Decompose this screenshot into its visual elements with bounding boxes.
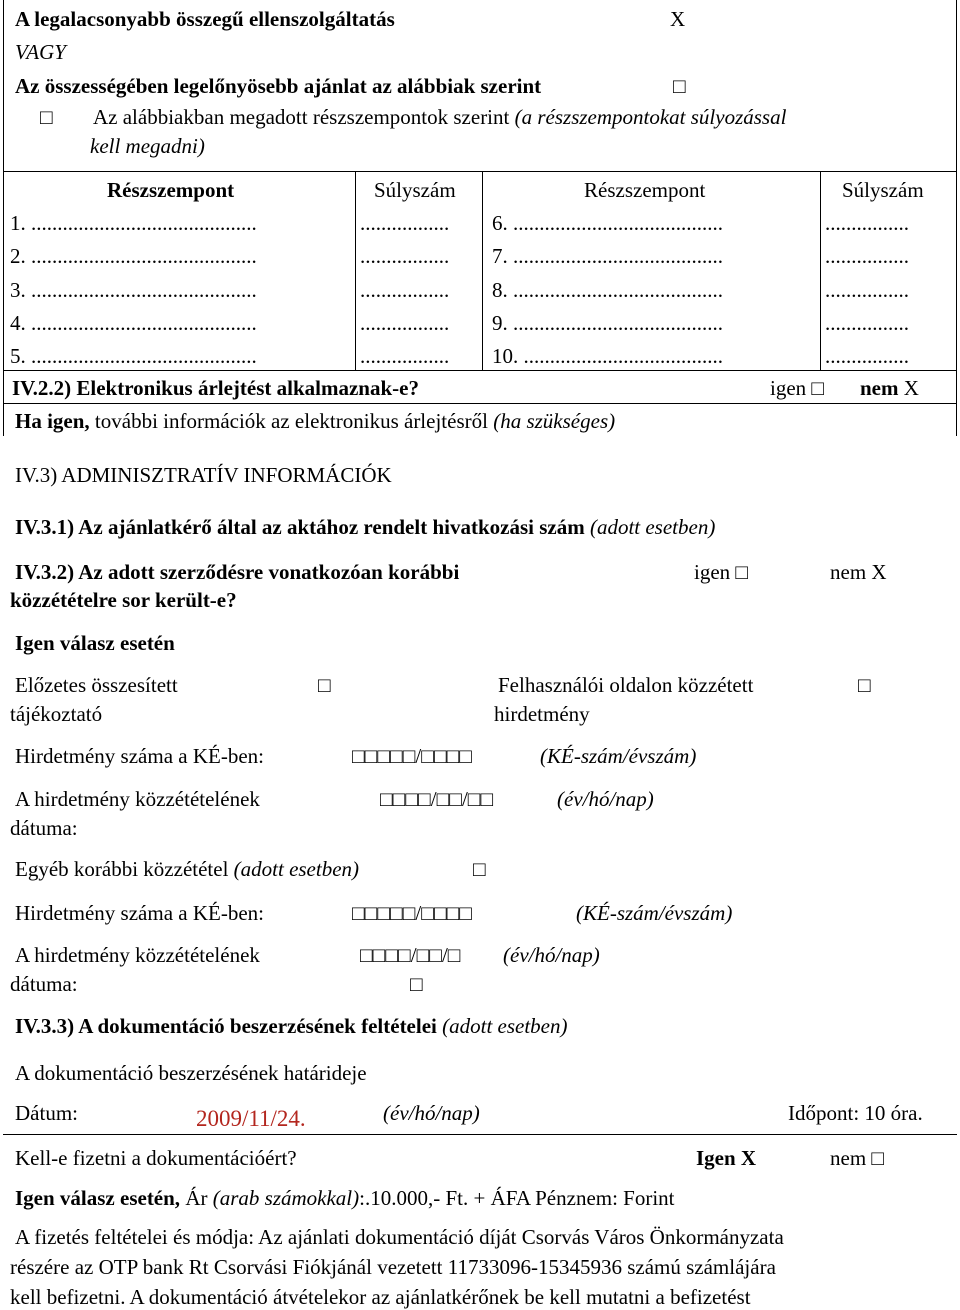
documentation-title-bold: IV.3.3) A dokumentáció beszerzésének feltételei (15, 1014, 437, 1038)
weight-row-5[interactable]: ................. (360, 344, 450, 368)
reference-number-row (15, 514, 715, 540)
prior-publication-q1: IV.3.2) Az adott szerződésre vonatkozóan korábbi (15, 560, 460, 584)
weight-row-2[interactable]: ................. (360, 244, 450, 268)
lowest-price-mark[interactable]: X (670, 7, 686, 31)
weight-row-1[interactable]: ................. (360, 211, 450, 235)
e-auction-nem-label: nem (860, 376, 899, 400)
weight-row-3[interactable]: ................. (360, 278, 450, 302)
kozzetetel-datum-boxes-2[interactable]: □□□□/□□/□ (360, 943, 461, 967)
rule-criteria-top (3, 171, 957, 172)
fizetes-line-1: A fizetés feltételei és módja: Az ajánlati dokumentáció díját Csorvás Város Önkormányzata (15, 1225, 784, 1249)
header-sulyszam-left: Súlyszám (374, 178, 456, 202)
hirdetmeny-szama-label-2: Hirdetmény száma a KÉ-ben: (15, 901, 264, 925)
kozzetetel-datum-boxes[interactable]: □□□□/□□/□□ (380, 787, 494, 811)
prior-publication-q2: közzétételre sor került-e? (10, 588, 237, 612)
criteria-row-8[interactable]: 8. ........................................ (492, 278, 723, 302)
award-criterion-lowest-price: A legalacsonyabb összegű ellenszolgáltatás (15, 7, 395, 31)
e-auction-igen[interactable]: igen □ (770, 376, 825, 400)
e-auction-info (15, 408, 615, 434)
ar-row (15, 1185, 675, 1211)
weight-row-6[interactable]: ................ (825, 211, 909, 235)
reference-number-label: IV.3.1) Az ajánlatkérő által az aktához rendelt hivatkozási szám (15, 515, 585, 539)
reference-number-note: (adott esetben) (589, 515, 716, 539)
kozzetetel-datum-hint: (év/hó/nap) (557, 787, 654, 811)
subcriteria-text: Az alábbiakban megadott részszempontok szerint (93, 105, 510, 129)
felhasznaloi-label-2: hirdetmény (494, 702, 590, 726)
criteria-row-2[interactable]: 2. ........................................... (10, 244, 257, 268)
e-auction-info-bold: Ha igen, (15, 409, 90, 433)
prior-publication-igen[interactable]: igen □ (694, 560, 749, 584)
kozzetetel-datum-label-3: A hirdetmény közzétételének (15, 943, 260, 967)
fizetni-question: Kell-e fizetni a dokumentációért? (15, 1146, 297, 1170)
kozzetetel-datum-hint-2: (év/hó/nap) (503, 943, 600, 967)
ar-note: (arab számokkal) (212, 1186, 360, 1210)
criteria-row-3[interactable]: 3. ........................................... (10, 278, 257, 302)
hirdetmeny-szama-boxes-2[interactable]: □□□□□/□□□□ (352, 901, 472, 925)
header-sulyszam-right: Súlyszám (842, 178, 924, 202)
criteria-row-4[interactable]: 4. ........................................... (10, 311, 257, 335)
fizetes-line-2: részére az OTP bank Rt Csorvási Fiókjánál vezetett 11733096-15345936 számú számlájára (10, 1255, 776, 1279)
kozzetetel-datum-extra-box[interactable]: □ (410, 972, 423, 996)
criteria-row-6[interactable]: 6. ........................................ (492, 211, 723, 235)
rule-datum (3, 1134, 957, 1135)
weight-row-9[interactable]: ................ (825, 311, 909, 335)
fizetes-line-3: kell befizetni. A dokumentáció átvételekor az ajánlatkérőnek be kell mutatni a befizetést (10, 1285, 751, 1309)
fizetni-nem[interactable]: nem □ (830, 1146, 885, 1170)
header-reszszempont-left: Részszempont (107, 178, 235, 202)
e-auction-nem[interactable] (860, 375, 919, 401)
section-title-admin: IV.3) ADMINISZTRATÍV INFORMÁCIÓK (15, 463, 392, 487)
e-auction-nem-mark: X (903, 376, 919, 400)
criteria-row-7[interactable]: 7. ........................................ (492, 244, 723, 268)
felhasznaloi-label-1: Felhasználói oldalon közzétett (498, 673, 754, 697)
egyeb-kozzetetel (15, 856, 359, 882)
egyeb-kozzetetel-note: (adott esetben) (233, 857, 360, 881)
rule-criteria-bottom (3, 370, 957, 371)
ar-value: :.10.000,- Ft. + ÁFA Pénznem: Forint (359, 1186, 675, 1210)
elozetes-label-2: tájékoztató (10, 702, 103, 726)
subcriteria-label (93, 104, 786, 130)
criteria-row-5[interactable]: 5. ........................................... (10, 344, 257, 368)
prior-publication-nem[interactable]: nem X (830, 560, 887, 584)
weight-row-10[interactable]: ................ (825, 344, 909, 368)
documentation-section-title (15, 1013, 568, 1039)
felhasznaloi-checkbox[interactable]: □ (858, 673, 871, 697)
egyeb-kozzetetel-text: Egyéb korábbi közzététel (15, 857, 229, 881)
hirdetmeny-szama-boxes[interactable]: □□□□□/□□□□ (352, 744, 472, 768)
weight-row-7[interactable]: ................ (825, 244, 909, 268)
weight-row-8[interactable]: ................ (825, 278, 909, 302)
subcriteria-checkbox[interactable]: □ (40, 105, 53, 129)
documentation-deadline-label: A dokumentáció beszerzésének határideje (15, 1061, 367, 1085)
kozzetetel-datum-label-1: A hirdetmény közzétételének (15, 787, 260, 811)
ar-bold: Igen válasz esetén, (15, 1186, 181, 1210)
weight-row-4[interactable]: ................. (360, 311, 450, 335)
elozetes-label-1: Előzetes összesített (15, 673, 178, 697)
hirdetmeny-szama-hint: (KÉ-szám/évszám) (540, 744, 697, 768)
datum-value[interactable]: 2009/11/24. (196, 1106, 306, 1131)
subcriteria-note-cont: kell megadni) (90, 134, 205, 158)
kozzetetel-datum-label-2: dátuma: (10, 816, 78, 840)
e-auction-info-text: további információk az elektronikus árlejtésről (94, 409, 488, 433)
criteria-row-10[interactable]: 10. ...................................... (492, 344, 723, 368)
e-auction-question: IV.2.2) Elektronikus árlejtést alkalmaznak-e? (12, 376, 419, 400)
fizetni-igen[interactable]: Igen X (696, 1146, 757, 1170)
best-offer-checkbox[interactable]: □ (673, 74, 686, 98)
rule-422 (3, 403, 957, 404)
col-divider-1 (355, 171, 356, 371)
subcriteria-note: (a részszempontokat súlyozással (514, 105, 787, 129)
col-divider-3 (820, 171, 821, 371)
elozetes-checkbox[interactable]: □ (318, 673, 331, 697)
hirdetmeny-szama-hint-2: (KÉ-szám/évszám) (576, 901, 733, 925)
egyeb-kozzetetel-checkbox[interactable]: □ (473, 857, 486, 881)
criteria-row-9[interactable]: 9. ........................................ (492, 311, 723, 335)
vagy-label: VAGY (15, 40, 66, 64)
igen-valasz-heading: Igen válasz esetén (15, 631, 175, 655)
e-auction-info-italic: (ha szükséges) (493, 409, 616, 433)
best-offer-label: Az összességében legelőnyösebb ajánlat az alábbiak szerint (15, 74, 542, 98)
criteria-row-1[interactable]: 1. ........................................... (10, 211, 257, 235)
datum-label: Dátum: (15, 1101, 78, 1125)
documentation-title-note: (adott esetben) (442, 1014, 568, 1038)
datum-hint: (év/hó/nap) (383, 1101, 480, 1125)
header-reszszempont-right: Részszempont (584, 178, 706, 202)
kozzetetel-datum-label-4: dátuma: (10, 972, 78, 996)
hirdetmeny-szama-label: Hirdetmény száma a KÉ-ben: (15, 744, 264, 768)
col-divider-2 (482, 171, 483, 371)
ar-label: Ár (185, 1186, 208, 1210)
idopont-label: Időpont: 10 óra. (788, 1101, 923, 1125)
